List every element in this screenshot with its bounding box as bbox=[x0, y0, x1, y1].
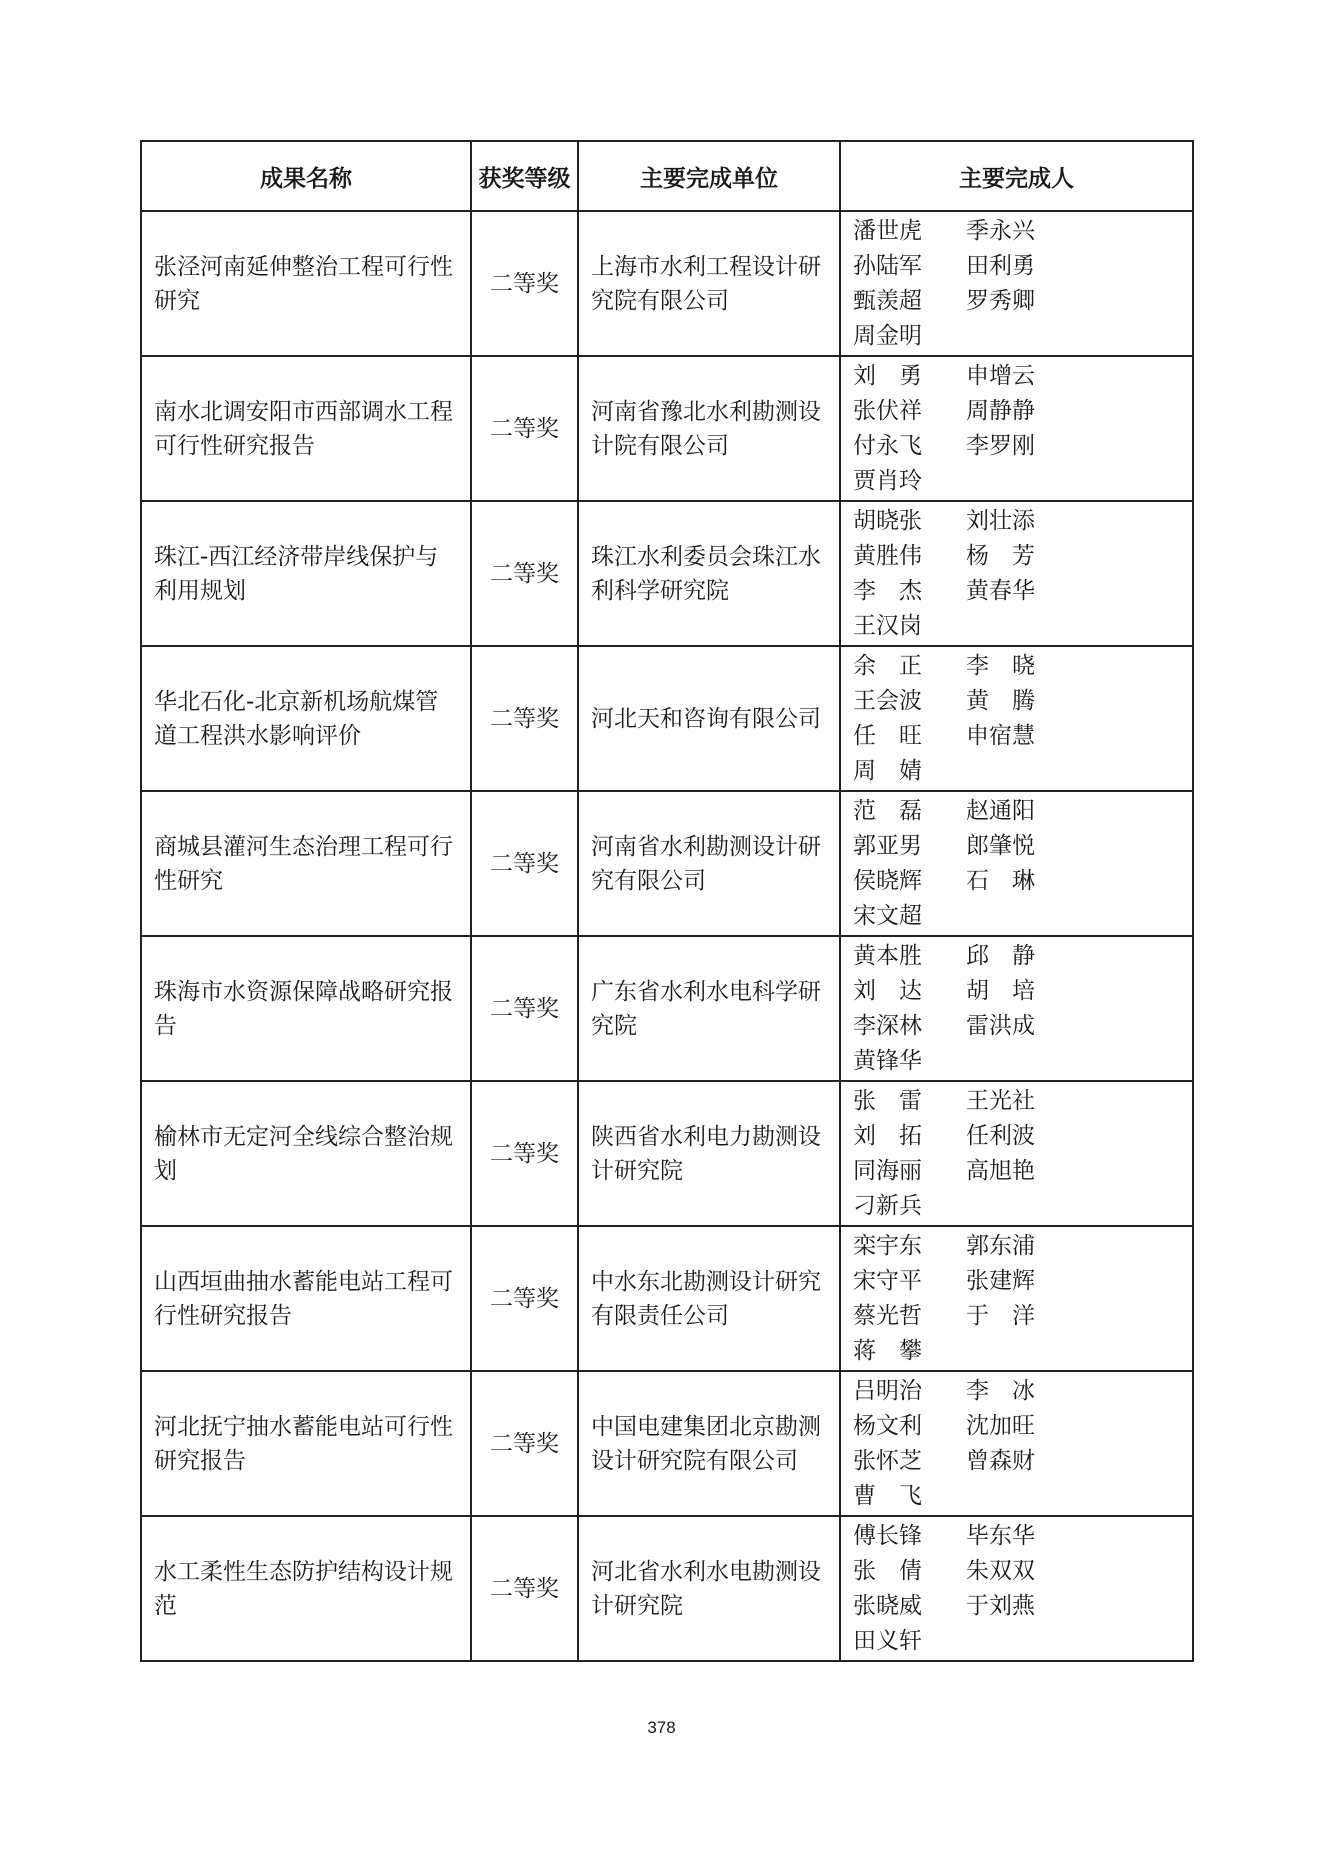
achievement-name-cell: 河北抚宁抽水蓄能电站可行性研究报告 bbox=[141, 1371, 471, 1516]
page-number: 378 bbox=[647, 1718, 676, 1737]
achievement-name-cell: 山西垣曲抽水蓄能电站工程可行性研究报告 bbox=[141, 1226, 471, 1371]
header-award-level: 获奖等级 bbox=[471, 141, 578, 211]
award-level-cell: 二等奖 bbox=[471, 501, 578, 646]
person-name: 吕明治 bbox=[853, 1377, 922, 1404]
person-name: 于 洋 bbox=[966, 1302, 1035, 1329]
person-name: 毕东华 bbox=[966, 1522, 1035, 1549]
person-name: 任 旺 bbox=[853, 722, 922, 749]
header-main-unit: 主要完成单位 bbox=[578, 141, 840, 211]
person-name: 孙陆军 bbox=[853, 252, 922, 279]
person-name: 李 杰 bbox=[853, 577, 922, 604]
person-name: 李 晓 bbox=[966, 652, 1035, 679]
person-name: 雷洪成 bbox=[966, 1012, 1035, 1039]
table-row bbox=[141, 1081, 1193, 1226]
person-name: 沈加旺 bbox=[966, 1412, 1035, 1439]
table-row bbox=[141, 211, 1193, 356]
main-people-cell bbox=[840, 1081, 1193, 1226]
person-name: 栾宇东 bbox=[853, 1232, 922, 1259]
main-people-cell bbox=[840, 1371, 1193, 1516]
table-row bbox=[141, 936, 1193, 1081]
person-name: 张晓威 bbox=[853, 1592, 922, 1619]
header-achievement-name: 成果名称 bbox=[141, 141, 471, 211]
person-name: 赵通阳 bbox=[966, 797, 1035, 824]
person-name: 张伏祥 bbox=[853, 397, 922, 424]
people-list bbox=[853, 939, 1182, 1079]
person-name: 朱双双 bbox=[966, 1557, 1035, 1584]
table-row bbox=[141, 1226, 1193, 1371]
person-name: 张 雷 bbox=[853, 1087, 922, 1114]
person-name: 同海丽 bbox=[853, 1157, 922, 1184]
person-name: 高旭艳 bbox=[966, 1157, 1035, 1184]
achievement-name-cell: 商城县灌河生态治理工程可行性研究 bbox=[141, 791, 471, 936]
person-name: 胡 培 bbox=[966, 977, 1035, 1004]
award-table bbox=[140, 140, 1194, 1662]
person-name: 甄羡超 bbox=[853, 287, 922, 314]
person-name: 宋文超 bbox=[853, 902, 922, 929]
main-unit-cell: 中水东北勘测设计研究有限责任公司 bbox=[578, 1226, 840, 1371]
person-name: 曹 飞 bbox=[853, 1482, 922, 1509]
award-level-cell: 二等奖 bbox=[471, 936, 578, 1081]
achievement-name-cell: 珠海市水资源保障战略研究报告 bbox=[141, 936, 471, 1081]
person-name: 周静静 bbox=[966, 397, 1035, 424]
people-list bbox=[853, 1084, 1182, 1224]
table-row bbox=[141, 1516, 1193, 1661]
main-unit-cell: 上海市水利工程设计研究院有限公司 bbox=[578, 211, 840, 356]
person-name: 潘世虎 bbox=[853, 217, 922, 244]
person-name: 李 冰 bbox=[966, 1377, 1035, 1404]
achievement-name-cell: 华北石化-北京新机场航煤管道工程洪水影响评价 bbox=[141, 646, 471, 791]
person-name: 于刘燕 bbox=[966, 1592, 1035, 1619]
table-row bbox=[141, 646, 1193, 791]
award-level-cell: 二等奖 bbox=[471, 1371, 578, 1516]
person-name: 范 磊 bbox=[853, 797, 922, 824]
main-people-cell bbox=[840, 1516, 1193, 1661]
award-level-cell: 二等奖 bbox=[471, 646, 578, 791]
people-list bbox=[853, 794, 1182, 934]
person-name: 胡晓张 bbox=[853, 507, 922, 534]
achievement-name-cell: 南水北调安阳市西部调水工程可行性研究报告 bbox=[141, 356, 471, 501]
table-row bbox=[141, 501, 1193, 646]
award-level-cell: 二等奖 bbox=[471, 356, 578, 501]
person-name: 任利波 bbox=[966, 1122, 1035, 1149]
person-name: 黄本胜 bbox=[853, 942, 922, 969]
person-name: 刘 勇 bbox=[853, 362, 922, 389]
person-name: 周金明 bbox=[853, 322, 922, 349]
achievement-name-cell: 张泾河南延伸整治工程可行性研究 bbox=[141, 211, 471, 356]
person-name: 张 倩 bbox=[853, 1557, 922, 1584]
achievement-name-cell: 榆林市无定河全线综合整治规划 bbox=[141, 1081, 471, 1226]
award-level-cell: 二等奖 bbox=[471, 1081, 578, 1226]
person-name: 田利勇 bbox=[966, 252, 1035, 279]
main-people-cell bbox=[840, 936, 1193, 1081]
table-row bbox=[141, 356, 1193, 501]
main-people-cell bbox=[840, 791, 1193, 936]
main-unit-cell: 河南省水利勘测设计研究有限公司 bbox=[578, 791, 840, 936]
people-list bbox=[853, 214, 1182, 354]
person-name: 杨 芳 bbox=[966, 542, 1035, 569]
person-name: 刁新兵 bbox=[853, 1192, 922, 1219]
person-name: 黄春华 bbox=[966, 577, 1035, 604]
person-name: 张建辉 bbox=[966, 1267, 1035, 1294]
person-name: 贾肖玲 bbox=[853, 467, 922, 494]
person-name: 王会波 bbox=[853, 687, 922, 714]
person-name: 申增云 bbox=[966, 362, 1035, 389]
person-name: 曾森财 bbox=[966, 1447, 1035, 1474]
person-name: 邱 静 bbox=[966, 942, 1035, 969]
people-list bbox=[853, 649, 1182, 789]
person-name: 黄锋华 bbox=[853, 1047, 922, 1074]
person-name: 侯晓辉 bbox=[853, 867, 922, 894]
person-name: 杨文利 bbox=[853, 1412, 922, 1439]
person-name: 刘壮添 bbox=[966, 507, 1035, 534]
main-people-cell bbox=[840, 1226, 1193, 1371]
person-name: 申宿慧 bbox=[966, 722, 1035, 749]
main-people-cell bbox=[840, 211, 1193, 356]
person-name: 蔡光哲 bbox=[853, 1302, 922, 1329]
people-list bbox=[853, 1519, 1182, 1659]
main-unit-cell: 陕西省水利电力勘测设计研究院 bbox=[578, 1081, 840, 1226]
main-unit-cell: 河北省水利水电勘测设计研究院 bbox=[578, 1516, 840, 1661]
person-name: 郭亚男 bbox=[853, 832, 922, 859]
person-name: 余 正 bbox=[853, 652, 922, 679]
people-list bbox=[853, 1229, 1182, 1369]
person-name: 田义轩 bbox=[853, 1627, 922, 1654]
person-name: 蒋 攀 bbox=[853, 1337, 922, 1364]
main-unit-cell: 河北天和咨询有限公司 bbox=[578, 646, 840, 791]
people-list bbox=[853, 359, 1182, 499]
person-name: 王光社 bbox=[966, 1087, 1035, 1114]
main-unit-cell: 广东省水利水电科学研究院 bbox=[578, 936, 840, 1081]
people-list bbox=[853, 1374, 1182, 1514]
main-people-cell bbox=[840, 356, 1193, 501]
person-name: 郎肇悦 bbox=[966, 832, 1035, 859]
person-name: 傅长锋 bbox=[853, 1522, 922, 1549]
person-name: 王汉岗 bbox=[853, 612, 922, 639]
person-name: 刘 拓 bbox=[853, 1122, 922, 1149]
person-name: 李深林 bbox=[853, 1012, 922, 1039]
main-unit-cell: 河南省豫北水利勘测设计院有限公司 bbox=[578, 356, 840, 501]
person-name: 黄 腾 bbox=[966, 687, 1035, 714]
person-name: 黄胜伟 bbox=[853, 542, 922, 569]
main-people-cell bbox=[840, 646, 1193, 791]
people-list bbox=[853, 504, 1182, 644]
table-row bbox=[141, 791, 1193, 936]
person-name: 季永兴 bbox=[966, 217, 1035, 244]
person-name: 刘 达 bbox=[853, 977, 922, 1004]
person-name: 张怀芝 bbox=[853, 1447, 922, 1474]
person-name: 石 琳 bbox=[966, 867, 1035, 894]
main-unit-cell: 珠江水利委员会珠江水利科学研究院 bbox=[578, 501, 840, 646]
person-name: 罗秀卿 bbox=[966, 287, 1035, 314]
main-people-cell bbox=[840, 501, 1193, 646]
award-level-cell: 二等奖 bbox=[471, 211, 578, 356]
award-level-cell: 二等奖 bbox=[471, 1516, 578, 1661]
person-name: 宋守平 bbox=[853, 1267, 922, 1294]
award-level-cell: 二等奖 bbox=[471, 1226, 578, 1371]
person-name: 郭东浦 bbox=[966, 1232, 1035, 1259]
person-name: 周 婧 bbox=[853, 757, 922, 784]
table-header-row bbox=[141, 141, 1193, 211]
achievement-name-cell: 珠江-西江经济带岸线保护与利用规划 bbox=[141, 501, 471, 646]
achievement-name-cell: 水工柔性生态防护结构设计规范 bbox=[141, 1516, 471, 1661]
main-unit-cell: 中国电建集团北京勘测设计研究院有限公司 bbox=[578, 1371, 840, 1516]
header-main-people: 主要完成人 bbox=[840, 141, 1193, 211]
person-name: 李罗刚 bbox=[966, 432, 1035, 459]
table-row bbox=[141, 1371, 1193, 1516]
award-level-cell: 二等奖 bbox=[471, 791, 578, 936]
person-name: 付永飞 bbox=[853, 432, 922, 459]
